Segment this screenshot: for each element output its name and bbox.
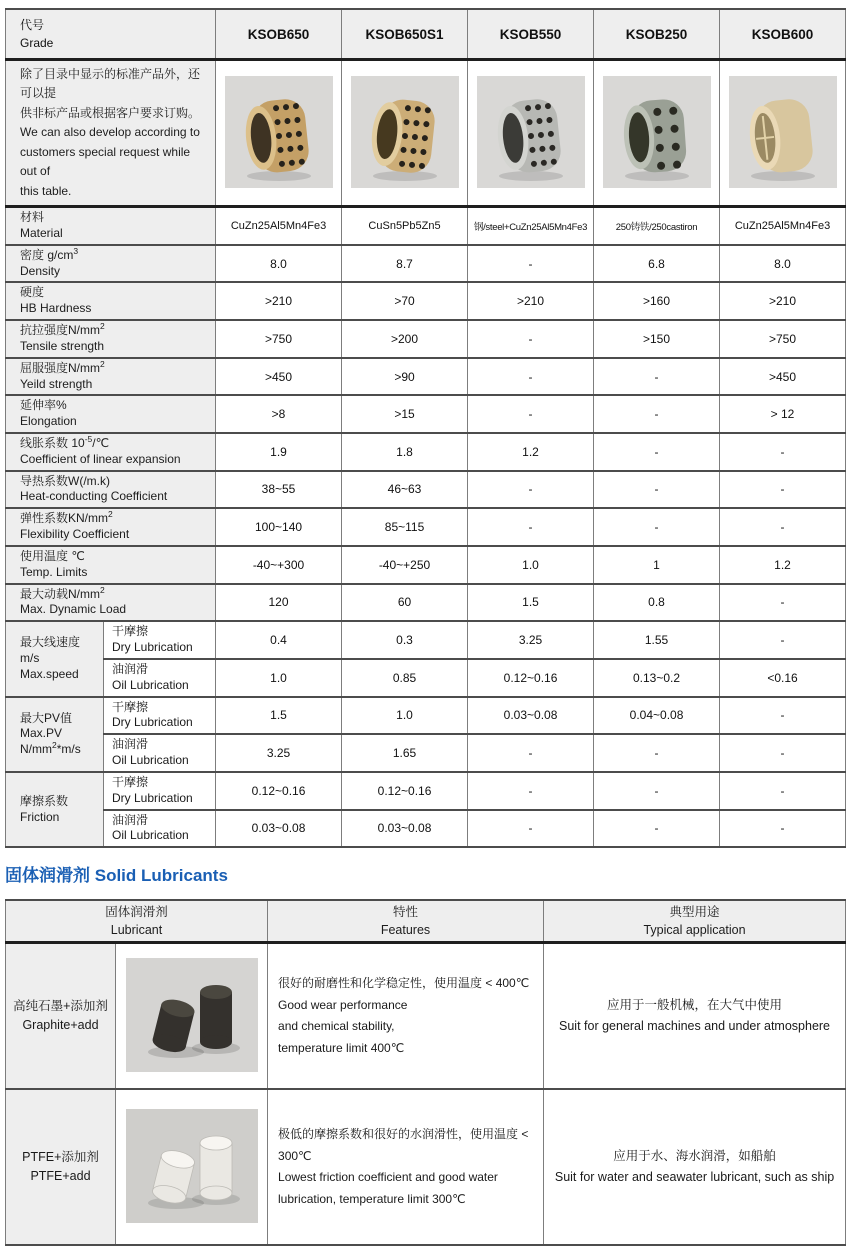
- row-max-speed-oil: [6, 659, 846, 697]
- spec-value-cell: -: [594, 772, 720, 810]
- row-label-density: 密度 $g/cm^3$ Density: [6, 245, 216, 283]
- header-features: 特性 Features: [268, 900, 544, 943]
- spec-value-cell: 8.7: [342, 245, 468, 283]
- product-photo-ksob550-image: [477, 76, 585, 188]
- row-label-linear-expansion: 线胀系数 $10^{-5}/℃$ Coefficient of linear expansion: [6, 433, 216, 471]
- features-ptfe: 极低的摩擦系数和很好的水润滑性，使用温度 < 300℃ Lowest friction coefficient and good water lubrication, temperature limit 300℃: [268, 1089, 544, 1245]
- sub-label-dry-lubrication: 干摩擦 Dry Lubrication: [104, 697, 216, 735]
- spec-value-cell: -40~+300: [216, 546, 342, 584]
- row-material: [6, 207, 846, 245]
- spec-value-cell: 3.25: [468, 621, 594, 659]
- spec-value-cell: -: [468, 734, 594, 772]
- lubricant-header-row: [6, 900, 846, 943]
- solid-lubricants-table: [5, 899, 846, 1246]
- graphite-cylinders-image: [126, 958, 258, 1072]
- lubricant-name-graphite: 高纯石墨+添加剂 Graphite+add: [6, 943, 116, 1090]
- spec-value-cell: -: [594, 471, 720, 509]
- row-max-dynamic-load: [6, 584, 846, 622]
- custom-order-note: [6, 60, 216, 207]
- spec-value-cell: > 12: [720, 395, 846, 433]
- row-yield-strength: [6, 358, 846, 396]
- photo-cell-graphite: [116, 943, 268, 1090]
- spec-value-cell: 1.0: [342, 697, 468, 735]
- grade-label-en: Grade: [20, 36, 54, 50]
- spec-value-cell: <0.16: [720, 659, 846, 697]
- spec-value-cell: >210: [468, 282, 594, 320]
- spec-value-cell: 0.8: [594, 584, 720, 622]
- spec-value-cell: 1.0: [468, 546, 594, 584]
- spec-value-cell: -: [594, 810, 720, 848]
- spec-value-cell: -: [720, 508, 846, 546]
- note-line: 除了目录中显示的标准产品外，还可以提: [20, 67, 201, 101]
- ptfe-cylinders-image: [126, 1109, 258, 1223]
- sub-label-dry-lubrication: 干摩擦 Dry Lubrication: [104, 621, 216, 659]
- grade-header-row: [6, 9, 846, 60]
- note-line: customers special request while out of: [20, 144, 191, 179]
- spec-value-cell: 250铸铁/250castiron: [594, 207, 720, 245]
- spec-value-cell: -: [468, 245, 594, 283]
- spec-value-cell: >750: [216, 320, 342, 358]
- spec-value-cell: 8.0: [720, 245, 846, 283]
- group-label-friction: 摩擦系数 Friction: [6, 772, 104, 847]
- row-density: [6, 245, 846, 283]
- row-flexibility: [6, 508, 846, 546]
- row-label-material: 材料 Material: [6, 207, 216, 245]
- sub-label-oil-lubrication: 油润滑 Oil Lubrication: [104, 734, 216, 772]
- sub-label-oil-lubrication: 油润滑 Oil Lubrication: [104, 659, 216, 697]
- spec-value-cell: >160: [594, 282, 720, 320]
- grade-ksob600: KSOB600: [720, 9, 846, 60]
- spec-value-cell: -: [594, 395, 720, 433]
- header-typical-application: 典型用途 Typical application: [544, 900, 846, 943]
- spec-value-cell: CuSn5Pb5Zn5: [342, 207, 468, 245]
- spec-value-cell: -: [720, 734, 846, 772]
- row-max-speed-dry: [6, 621, 846, 659]
- product-photo-ksob600-image: [729, 76, 837, 188]
- spec-value-cell: -: [468, 810, 594, 848]
- spec-value-cell: >210: [720, 282, 846, 320]
- lubricant-name-ptfe: PTFE+添加剂 PTFE+add: [6, 1089, 116, 1245]
- spec-value-cell: 0.12~0.16: [216, 772, 342, 810]
- spec-value-cell: 85~115: [342, 508, 468, 546]
- row-ptfe: [6, 1089, 846, 1245]
- spec-value-cell: -: [468, 471, 594, 509]
- grade-ksob550: KSOB550: [468, 9, 594, 60]
- heading-en: Solid Lubricants: [94, 866, 228, 886]
- spec-value-cell: CuZn25Al5Mn4Fe3: [720, 207, 846, 245]
- solid-lubricants-heading: [5, 861, 845, 886]
- spec-value-cell: 1.0: [216, 659, 342, 697]
- spec-value-cell: -: [468, 358, 594, 396]
- spec-value-cell: >450: [216, 358, 342, 396]
- spec-value-cell: >150: [594, 320, 720, 358]
- row-graphite: [6, 943, 846, 1090]
- spec-value-cell: 0.04~0.08: [594, 697, 720, 735]
- row-label-tensile-strength: 抗拉强度$N/mm^2$ Tensile strength: [6, 320, 216, 358]
- spec-value-cell: -: [594, 734, 720, 772]
- spec-value-cell: 1.5: [216, 697, 342, 735]
- product-photo-ksob650-image: [225, 76, 333, 188]
- spec-value-cell: 0.12~0.16: [468, 659, 594, 697]
- spec-value-cell: 1.2: [720, 546, 846, 584]
- row-label-flexibility: 弹性系数$KN/mm^2$ Flexibility Coefficient: [6, 508, 216, 546]
- spec-value-cell: 46~63: [342, 471, 468, 509]
- spec-value-cell: >8: [216, 395, 342, 433]
- spec-value-cell: -: [720, 772, 846, 810]
- spec-value-cell: -: [720, 621, 846, 659]
- note-line: this table.: [20, 183, 72, 198]
- product-photo-row: [6, 60, 846, 207]
- spec-value-cell: 0.03~0.08: [342, 810, 468, 848]
- row-elongation: [6, 395, 846, 433]
- spec-value-cell: >750: [720, 320, 846, 358]
- spec-value-cell: -: [594, 433, 720, 471]
- spec-value-cell: >90: [342, 358, 468, 396]
- group-label-max-pv: 最大PV值 Max.PV $N/mm^2*m/s$: [6, 697, 104, 772]
- grade-ksob650s1: KSOB650S1: [342, 9, 468, 60]
- spec-value-cell: 1: [594, 546, 720, 584]
- spec-value-cell: >200: [342, 320, 468, 358]
- row-temp-limits: [6, 546, 846, 584]
- spec-value-cell: -: [720, 810, 846, 848]
- spec-value-cell: 38~55: [216, 471, 342, 509]
- spec-value-cell: 1.8: [342, 433, 468, 471]
- spec-value-cell: -: [594, 358, 720, 396]
- row-label-max-dynamic-load: 最大动载$N/mm^2$ Max. Dynamic Load: [6, 584, 216, 622]
- spec-value-cell: >15: [342, 395, 468, 433]
- spec-value-cell: 60: [342, 584, 468, 622]
- spec-value-cell: -: [468, 395, 594, 433]
- spec-value-cell: 6.8: [594, 245, 720, 283]
- row-label-elongation: 延伸率% Elongation: [6, 395, 216, 433]
- sub-label-oil-lubrication: 油润滑 Oil Lubrication: [104, 810, 216, 848]
- photo-cell-ptfe: [116, 1089, 268, 1245]
- grade-ksob250: KSOB250: [594, 9, 720, 60]
- spec-value-cell: 3.25: [216, 734, 342, 772]
- grade-corner-cell: [6, 9, 216, 60]
- spec-value-cell: >450: [720, 358, 846, 396]
- note-line: We can also develop according to: [20, 125, 200, 140]
- photo-cell-ksob650s1: [342, 60, 468, 207]
- row-heat-conducting: [6, 471, 846, 509]
- heading-cn: 固体润滑剂: [5, 866, 90, 886]
- note-line: 供非标产品或根据客户要求订购。: [20, 105, 201, 120]
- product-photo-ksob250-image: [603, 76, 711, 188]
- spec-value-cell: -: [594, 508, 720, 546]
- product-photo-ksob650s1-image: [351, 76, 459, 188]
- row-max-pv-oil: [6, 734, 846, 772]
- spec-value-cell: 120: [216, 584, 342, 622]
- application-graphite: 应用于一般机械，在大气中使用 Suit for general machines and under atmosphere: [544, 943, 846, 1090]
- row-friction-dry: [6, 772, 846, 810]
- spec-value-cell: -: [468, 772, 594, 810]
- spec-value-cell: -: [720, 697, 846, 735]
- application-ptfe: 应用于水、海水润滑，如船舶 Suit for water and seawater lubricant, such as ship: [544, 1089, 846, 1245]
- spec-value-cell: CuZn25Al5Mn4Fe3: [216, 207, 342, 245]
- spec-value-cell: >210: [216, 282, 342, 320]
- spec-value-cell: 8.0: [216, 245, 342, 283]
- spec-value-cell: -: [468, 508, 594, 546]
- spec-value-cell: 100~140: [216, 508, 342, 546]
- row-label-hardness: 硬度 HB Hardness: [6, 282, 216, 320]
- spec-value-cell: 0.03~0.08: [468, 697, 594, 735]
- spec-value-cell: 1.5: [468, 584, 594, 622]
- row-hardness: [6, 282, 846, 320]
- spec-value-cell: 0.03~0.08: [216, 810, 342, 848]
- spec-table: [5, 8, 846, 848]
- spec-value-cell: 0.85: [342, 659, 468, 697]
- spec-value-cell: -: [468, 320, 594, 358]
- sub-label-dry-lubrication: 干摩擦 Dry Lubrication: [104, 772, 216, 810]
- row-tensile-strength: [6, 320, 846, 358]
- spec-value-cell: 1.55: [594, 621, 720, 659]
- spec-value-cell: 0.4: [216, 621, 342, 659]
- spec-value-cell: 1.2: [468, 433, 594, 471]
- features-graphite: 很好的耐磨性和化学稳定性，使用温度 < 400℃ Good wear performance and chemical stability, temperature limit 400℃: [268, 943, 544, 1090]
- row-label-temp-limits: 使用温度 ℃ Temp. Limits: [6, 546, 216, 584]
- header-lubricant: 固体润滑剂 Lubricant: [6, 900, 268, 943]
- spec-value-cell: 钢/steel+CuZn25Al5Mn4Fe3: [468, 207, 594, 245]
- photo-cell-ksob550: [468, 60, 594, 207]
- row-linear-expansion: [6, 433, 846, 471]
- spec-value-cell: >70: [342, 282, 468, 320]
- spec-value-cell: 1.9: [216, 433, 342, 471]
- grade-label-cn: 代号: [20, 18, 45, 32]
- photo-cell-ksob650: [216, 60, 342, 207]
- spec-value-cell: -: [720, 584, 846, 622]
- row-label-heat-conducting: 导热系数W(/m.k) Heat-conducting Coefficient: [6, 471, 216, 509]
- photo-cell-ksob250: [594, 60, 720, 207]
- group-label-max-speed: 最大线速度 m/s Max.speed: [6, 621, 104, 696]
- grade-ksob650: KSOB650: [216, 9, 342, 60]
- row-max-pv-dry: [6, 697, 846, 735]
- photo-cell-ksob600: [720, 60, 846, 207]
- row-friction-oil: [6, 810, 846, 848]
- spec-value-cell: 0.3: [342, 621, 468, 659]
- spec-value-cell: -40~+250: [342, 546, 468, 584]
- row-label-yield-strength: 屈服强度$N/mm^2$ Yeild strength: [6, 358, 216, 396]
- spec-value-cell: -: [720, 471, 846, 509]
- spec-value-cell: 1.65: [342, 734, 468, 772]
- spec-value-cell: 0.12~0.16: [342, 772, 468, 810]
- spec-value-cell: -: [720, 433, 846, 471]
- spec-value-cell: 0.13~0.2: [594, 659, 720, 697]
